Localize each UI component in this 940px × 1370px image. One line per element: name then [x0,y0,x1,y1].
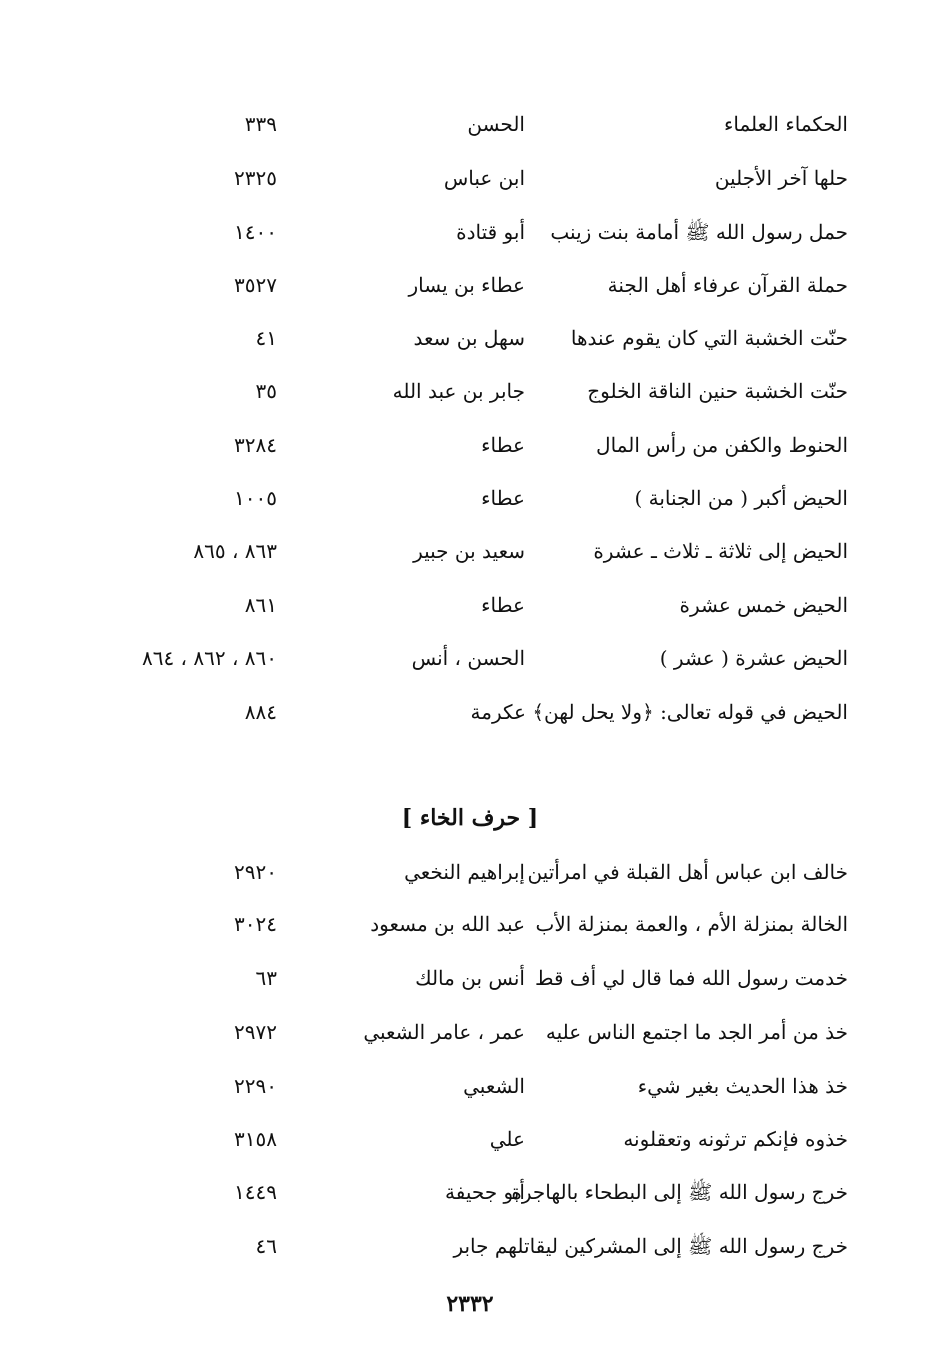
reference-numbers: ٨٦١ [244,593,277,617]
narrator: سعيد بن جبير [413,539,525,563]
hadith-text: الحيض إلى ثلاثة ـ ثلاث ـ عشرة [593,539,848,563]
reference-numbers: ٢٩٢٠ [234,860,277,884]
index-entry [0,158,940,198]
page-number: ٢٣٣٢ [446,1291,494,1317]
index-entry [0,1119,940,1159]
index-entry [0,318,940,358]
index-entry [0,638,940,678]
index-entry [0,371,940,411]
index-entry [0,1226,940,1266]
reference-numbers: ٢٩٧٢ [234,1020,277,1044]
hadith-text: الحيض خمس عشرة [679,593,848,617]
reference-numbers: ٣١٥٨ [234,1127,277,1151]
narrator: عطاء [481,593,525,617]
narrator: ابن عباس [443,166,525,190]
reference-numbers: ٣٥٢٧ [234,273,277,297]
reference-numbers: ٢٢٩٠ [234,1074,277,1098]
hadith-text: خذوه فإنكم ترثونه وتعقلونه [623,1127,848,1151]
reference-numbers: ٨٦٠ ، ٨٦٢ ، ٨٦٤ [141,646,277,670]
hadith-text: حلها آخر الأجلين [714,166,848,190]
reference-numbers: ٤٦ [255,1234,277,1258]
index-entry [0,692,940,732]
narrator: أبو قتادة [456,220,525,244]
index-entry [0,531,940,571]
index-entry [0,1172,940,1212]
hadith-text: حنّت الخشبة حنين الناقة الخلوج [587,379,848,403]
narrator: الحسن [467,112,525,136]
reference-numbers: ١٤٠٠ [234,220,277,244]
index-entry [0,904,940,944]
hadith-text: الحنوط والكفن من رأس المال [596,433,848,457]
index-entry [0,478,940,518]
reference-numbers: ١٠٠٥ [234,486,277,510]
hadith-text: حملة القرآن عرفاء أهل الجنة [607,273,848,297]
hadith-text: خالف ابن عباس أهل القبلة في امرأتين [527,860,848,884]
narrator: الشعبي [463,1074,525,1098]
hadith-text: الحكماء العلماء [723,112,848,136]
narrator: جابر بن عبد الله [392,379,525,403]
index-entry [0,585,940,625]
index-entry [0,425,940,465]
reference-numbers: ٣٢٨٤ [234,433,277,457]
narrator: عبد الله بن مسعود [370,912,525,936]
index-entry [0,958,940,998]
narrator: عمر ، عامر الشعبي [363,1020,525,1044]
hadith-text: الحيض أكبر ( من الجنابة ) [634,486,848,510]
hadith-text: خذ من أمر الجد ما اجتمع الناس عليه [545,1020,848,1044]
hadith-text: خذ هذا الحديث بغير شيء [637,1074,848,1098]
hadith-text: خرج رسول الله ﷺ إلى المشركين ليقاتلهم جابر [453,1234,848,1258]
hadith-text: خدمت رسول الله فما قال لي أف قط [535,966,848,990]
hadith-text: حنّت الخشبة التي كان يقوم عندها [570,326,848,350]
reference-numbers: ١٤٤٩ [234,1180,277,1204]
narrator: عطاء [481,486,525,510]
reference-numbers: ٨٦٣ ، ٨٦٥ [193,539,277,563]
reference-numbers: ٢٣٢٥ [234,166,277,190]
hadith-text: الحيض في قوله تعالى: ﴿ولا يحل لهن﴾ عكرمة [470,700,848,724]
index-entry [0,852,940,892]
reference-numbers: ٣٣٩ [244,112,277,136]
reference-numbers: ٣٥ [255,379,277,403]
index-entry [0,1066,940,1106]
narrator: الحسن ، أنس [411,646,525,670]
index-entry [0,1012,940,1052]
hadith-text: الحيض عشرة ( عشر ) [659,646,848,670]
narrator: عطاء [481,433,525,457]
section-heading: [ حرف الخاء ] [401,805,539,831]
narrator: علي [489,1127,525,1151]
narrator: سهل بن سعد [413,326,525,350]
reference-numbers: ٤١ [255,326,277,350]
narrator: إبراهيم النخعي [404,860,525,884]
hadith-text: حمل رسول الله ﷺ أمامة بنت زينب [550,220,848,244]
index-entry [0,265,940,305]
hadith-text: الخالة بمنزلة الأم ، والعمة بمنزلة الأب [535,912,848,936]
narrator: أبو جحيفة [445,1180,525,1204]
index-entry [0,212,940,252]
reference-numbers: ٦٣ [255,966,277,990]
index-entry [0,104,940,144]
reference-numbers: ٨٨٤ [244,700,277,724]
reference-numbers: ٣٠٢٤ [234,912,277,936]
narrator: أنس بن مالك [415,966,525,990]
narrator: عطاء بن يسار [408,273,525,297]
hadith-text: خرج رسول الله ﷺ إلى البطحاء بالهاجرة [511,1180,848,1204]
